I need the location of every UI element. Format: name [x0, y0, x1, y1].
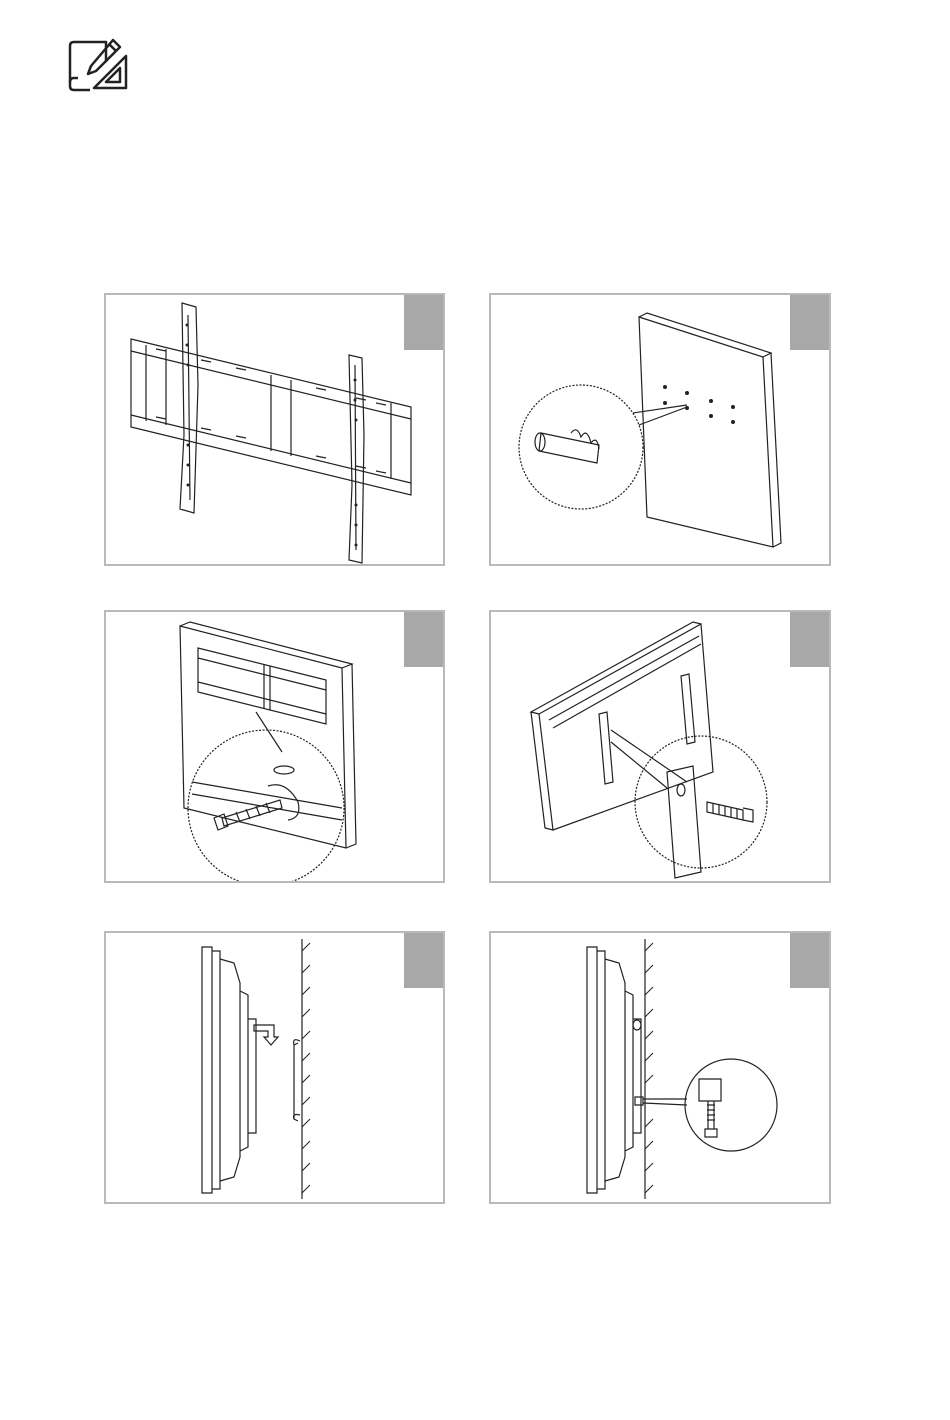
step-2-panel [489, 293, 831, 566]
step-6-illustration [491, 933, 831, 1204]
step-5-panel [104, 931, 445, 1204]
blueprint-pencil-icon [68, 36, 130, 94]
step-3-panel [104, 610, 445, 883]
step-1-tab [404, 293, 445, 350]
step-5-illustration [106, 933, 445, 1204]
step-1-panel [104, 293, 445, 566]
step-4-tab [790, 610, 831, 667]
step-2-illustration [491, 295, 831, 566]
step-6-tab [790, 931, 831, 988]
step-4-panel [489, 610, 831, 883]
step-4-illustration [491, 612, 831, 883]
step-3-illustration [106, 612, 445, 883]
step-2-tab [790, 293, 831, 350]
step-3-tab [404, 610, 445, 667]
step-6-panel [489, 931, 831, 1204]
step-5-tab [404, 931, 445, 988]
step-1-illustration [106, 295, 445, 566]
